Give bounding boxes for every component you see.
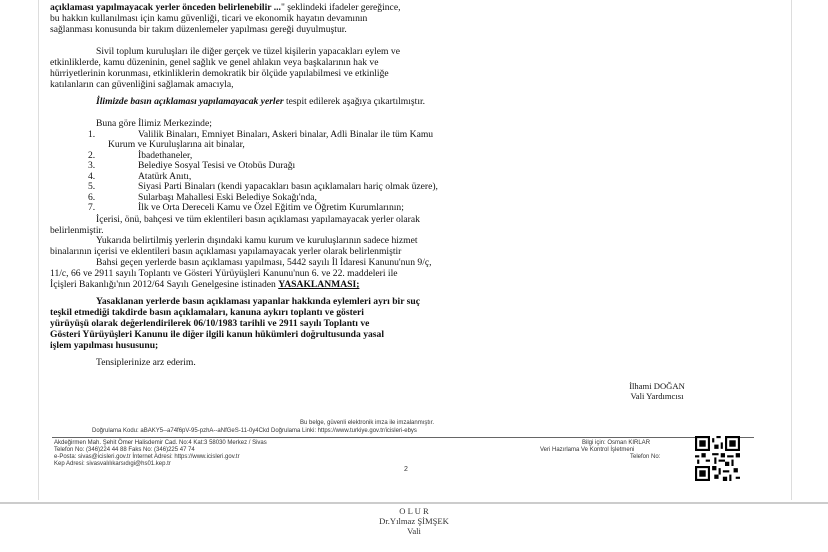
contact-title: Veri Hazırlama Ve Kontrol İşletmeni	[540, 447, 635, 453]
contact-phone: Telefon No:	[630, 454, 661, 460]
text-line: binalarının içerisi ve eklentileri basın açıklaması yapılamayacak yerler olarak belirlenmiştir	[50, 246, 402, 257]
list-item-text: Atatürk Anıtı,	[138, 171, 192, 182]
list-item-number: 1.	[88, 129, 96, 140]
text-line: 11/c, 66 ve 2911 sayılı Toplantı ve Gösteri Yürüyüşleri Kanunu'nun 6. ve 22. maddeleri ile	[50, 268, 398, 279]
olur-label: O L U R	[399, 506, 429, 516]
list-item	[108, 139, 245, 150]
contact-name: Bilgi için: Osman KIRLAR	[582, 440, 651, 446]
text-line: katılanların can güvenliğini sağlamak amacıyla,	[50, 79, 234, 90]
approval-block	[0, 506, 828, 536]
closing-line: Tensiplerinize arz ederim.	[96, 357, 196, 368]
kep-line: Kep Adresi: sivasvalılıkarsıdıgi@hs01.kep.tr	[54, 461, 171, 467]
text-line: Buna göre İlimiz Merkezinde;	[96, 118, 212, 129]
list-item-text: Valilik Binaları, Emniyet Binaları, Askeri binalar, Adli Binalar ile tüm Kamu	[138, 129, 434, 140]
text-line: Yasaklanan yerlerde basın açıklaması yapanlar hakkında eylemleri ayrı bir suç	[96, 296, 420, 307]
list-item-number: 5.	[88, 181, 96, 192]
qr-code-icon	[695, 436, 740, 481]
text-line: İçişleri Bakanlığı'nın 2012/64 Sayılı Genelgesine istinaden YASAKLANMASI;	[50, 279, 360, 290]
text-line: etkinliklerde, kamu düzeninin, genel sağlık ve genel ahlakın veya başkalarının hak ve	[50, 57, 379, 68]
list-item	[88, 160, 295, 171]
page-separator	[0, 502, 828, 504]
list-item-text: Sularbaşı Mahallesi Eski Belediye Sokağı'nda,	[138, 192, 317, 203]
list-item	[88, 181, 438, 192]
text-line: bu hakkın kullanılması için kamu güvenliği, ticari ve ekonomik hayatın devamının	[50, 13, 368, 24]
page-number: 2	[404, 466, 408, 473]
approver-title: Vali	[407, 526, 421, 536]
text-line: açıklaması yapılmayacak yerler önceden belirlenebilir ..." şeklindeki ifadeler gereğince,	[50, 2, 401, 13]
email-line: e-Posta: sivas@icisleri.gov.tr İnternet Adresi: https://www.icisleri.gov.tr	[54, 454, 240, 460]
list-item-text: İlk ve Orta Dereceli Kamu ve Özel Eğitim ve Öğretim Kurumlarının;	[138, 202, 404, 213]
verification-code: Doğrulama Kodu: aBAKY5--a74f6pV-95-pzhA--aNfGeS-11-0y4Ckd Doğrulama Linki: https://www.turkiye.gov.tr/icisleri-ebys	[92, 428, 417, 434]
text-line: hürriyetlerinin korunması, etkinliklerin demokratik bir ölçüde yapılabilmesi ve etkinliğe	[50, 68, 389, 79]
text-line: işlem yapılması hususunu;	[50, 340, 159, 351]
text-line: teşkil etmediği takdirde basın açıklamaları, kanuna aykırı toplantı ve gösteri	[50, 307, 364, 318]
text-line: Gösteri Yürüyüşleri Kanunu ile diğer ilgili kanun hükümleri doğrultusunda yasal	[50, 329, 384, 340]
signer-name: İlhami DOĞAN	[629, 381, 685, 391]
list-item-number: 7.	[88, 202, 96, 213]
signer-title: Vali Yardımcısı	[630, 391, 684, 401]
text-line: Bahsi geçen yerlerde basın açıklaması yapılması, 5442 sayılı İl İdaresi Kanunu'nun 9/ç,	[96, 257, 432, 268]
list-item-text: Belediye Sosyal Tesisi ve Otobüs Durağı	[138, 160, 296, 171]
text-line: yürüyüşü olarak değerlendirilerek 06/10/1983 tarihli ve 2911 sayılı Toplantı ve	[50, 318, 370, 329]
footer-divider	[52, 437, 754, 438]
list-item	[88, 202, 404, 213]
address-line: Akdeğirmen Mah. Şehit Ömer Halisdemir Cad. No:4 Kat:3 58030 Merkez / Sivas	[54, 440, 267, 446]
text-line: İlimizde basın açıklaması yapılamayacak yerler tespit edilerek aşağıya çıkartılmıştır.	[96, 96, 426, 107]
approver-name: Dr.Yılmaz ŞİMŞEK	[379, 516, 449, 526]
list-item-text: Siyasi Parti Binaları (kendi yapacakları basın açıklamaları hariç olmak üzere),	[138, 181, 438, 192]
list-item-number: 4.	[88, 171, 96, 182]
text-line: Yukarıda belirtilmiş yerlerin dışındaki kamu kurum ve kuruluşlarının sadece hizmet	[96, 235, 418, 246]
text-line: sağlanması konusunda bir takım düzenlemeler yapılması gereği duyulmuştur.	[50, 24, 347, 35]
text-line: belirlenmiştir.	[50, 225, 104, 236]
text-line: İçerisi, önü, bahçesi ve tüm eklentileri basın açıklaması yapılamayacak yerler olarak	[96, 214, 420, 225]
phone-line: Telefon No: (346)224 44 88 Faks No: (346)225 47 74	[54, 447, 195, 453]
list-item-number: 3.	[88, 160, 96, 171]
list-item-number: 6.	[88, 192, 96, 203]
text-line: Sivil toplum kuruluşları ile diğer gerçek ve tüzel kişilerin yapacakları eylem ve	[96, 46, 400, 57]
list-item-text: İbadethaneler,	[138, 150, 193, 161]
e-signature-note: Bu belge, güvenli elektronik imza ile imzalanmıştır.	[300, 420, 435, 426]
list-item-text: Kurum ve Kuruluşlarına ait binalar,	[108, 139, 245, 150]
list-item-number: 2.	[88, 150, 96, 161]
